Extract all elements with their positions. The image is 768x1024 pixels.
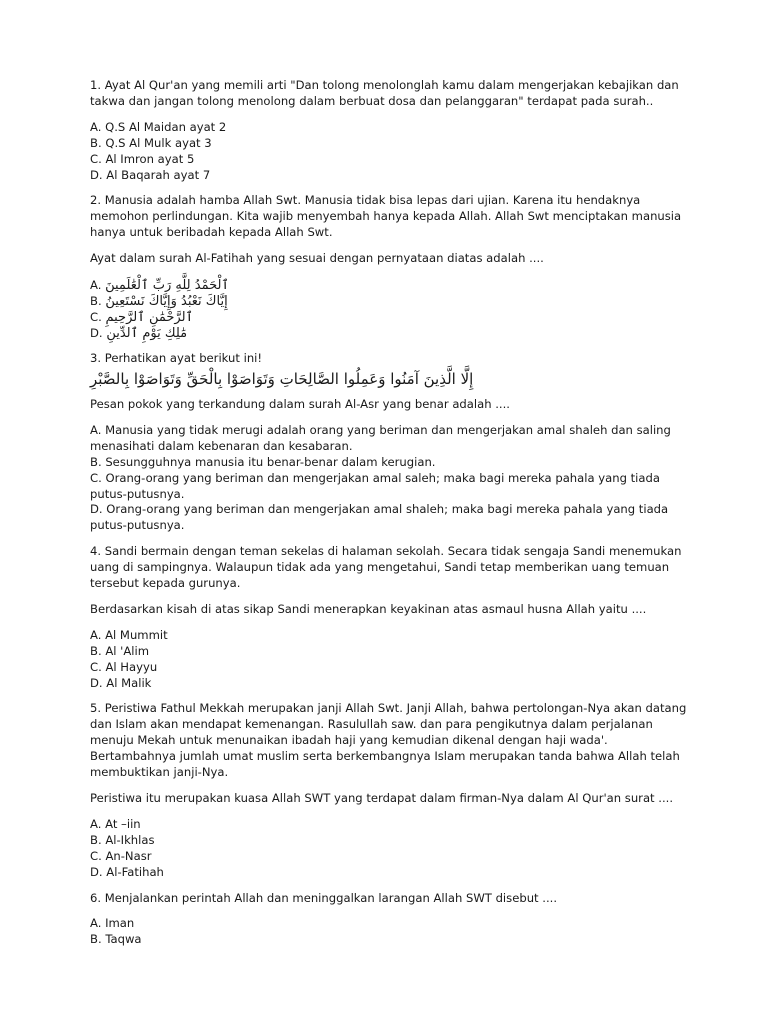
question-2	[90, 193, 690, 341]
question-5	[90, 701, 690, 880]
question-prompt: Peristiwa itu merupakan kuasa Allah SWT yang terdapat dalam firman-Nya dalam Al Qur'an surat ....	[90, 791, 674, 805]
option-arabic-text: ٱلرَّحْمَٰنِ ٱلرَّحِيمِ	[105, 310, 194, 326]
question-4	[90, 544, 690, 691]
question-prompt: Berdasarkan kisah di atas sikap Sandi menerapkan keyakinan atas asmaul husna Allah yaitu ....	[90, 601, 647, 616]
option-arabic-text: ٱلْحَمْدُ لِلَّهِ رَبِّ ٱلْعَٰلَمِينَ	[105, 278, 230, 294]
option-a	[90, 277, 690, 293]
option-letter: B.	[90, 294, 102, 309]
option-arabic-text: إِيَّاكَ نَعْبُدُ وَإِيَّاكَ نَسْتَعِينُ	[105, 294, 228, 310]
option-letter: A.	[90, 278, 102, 293]
option-a: A. Al Mummit	[90, 627, 168, 642]
option-c: C. Orang-orang yang beriman dan mengerjakan amal saleh; maka bagi mereka pahala yang tiada putus-putusnya.	[90, 470, 660, 501]
option-a: A. Iman	[90, 916, 135, 931]
question-6	[90, 891, 690, 949]
option-b: B. Sesungguhnya manusia itu benar-benar dalam kerugian.	[90, 454, 436, 469]
question-1	[90, 78, 690, 183]
option-d: D. Al-Fatihah	[90, 864, 164, 879]
option-d: D. Orang-orang yang beriman dan mengerjakan amal shaleh; maka bagi mereka pahala yang tiada putus-putusnya.	[90, 502, 669, 533]
question-3	[90, 351, 690, 534]
option-d: D. Al Malik	[90, 675, 152, 690]
quran-verse: إِلَّا الَّذِينَ آمَنُوا وَعَمِلُوا الصَّالِحَاتِ وَتَوَاصَوْا بِالْحَقِّ وَتَوَاصَوْا بِالصَّبْرِ	[90, 369, 474, 388]
question-prompt: Ayat dalam surah Al-Fatihah yang sesuai dengan pernyataan diatas adalah ....	[90, 251, 544, 266]
option-arabic-text: مَٰلِكِ يَوْمِ ٱلدِّينِ	[106, 326, 188, 342]
question-text: 4. Sandi bermain dengan teman sekelas di halaman sekolah. Secara tidak sengaja Sandi menemukan uang di sampingnya. Walaupun tidak ada yang mengetahui, Sandi tetap memberikan uang temuan tersebut kepada gurunya.	[90, 544, 682, 591]
option-c: C. Al Hayyu	[90, 659, 158, 674]
option-a: A. Manusia yang tidak merugi adalah orang yang beriman dan mengerjakan amal shaleh dan saling menasihati dalam kebenaran dan kesabaran.	[90, 422, 671, 453]
option-b	[90, 293, 690, 309]
option-b: B. Al 'Alim	[90, 643, 150, 658]
option-c: C. Al Imron ayat 5	[90, 151, 195, 166]
question-prompt: Pesan pokok yang terkandung dalam surah Al-Asr yang benar adalah ....	[90, 396, 510, 411]
document-content	[90, 78, 690, 948]
option-b: B. Q.S Al Mulk ayat 3	[90, 135, 212, 150]
option-b: B. Al-Ikhlas	[90, 832, 155, 847]
option-a: A. Q.S Al Maidan ayat 2	[90, 119, 227, 134]
option-d	[90, 325, 690, 341]
option-letter: D.	[90, 326, 103, 341]
question-text: 2. Manusia adalah hamba Allah Swt. Manusia tidak bisa lepas dari ujian. Karena itu hendaknya memohon perlindungan. Kita wajib menyembah hanya kepada Allah. Allah Swt menciptakan manusia hanya untuk beribadah kepada Allah Swt.	[90, 193, 682, 240]
option-d: D. Al Baqarah ayat 7	[90, 167, 211, 182]
option-letter: C.	[90, 310, 102, 325]
option-a: A. At –iin	[90, 816, 141, 831]
question-text: 6. Menjalankan perintah Allah dan meninggalkan larangan Allah SWT disebut ....	[90, 890, 558, 905]
option-c: C. An-Nasr	[90, 848, 152, 863]
option-c	[90, 309, 690, 325]
question-text: 5. Peristiwa Fathul Mekkah merupakan janji Allah Swt. Janji Allah, bahwa pertolongan-Nya akan datang dan Islam akan mendapat kemenangan. Rasulullah saw. dan para pengikutnya dalam perjalanan menuju Mekah untuk menunaikan ibadah haji yang kemudian dikenal dengan haji wada'. Bertambahnya jumlah umat muslim serta berkembangnya Islam merupakan tanda bahwa Allah telah membuktikan janji-Nya.	[90, 701, 687, 780]
question-text: 1. Ayat Al Qur'an yang memili arti "Dan tolong menolonglah kamu dalam mengerjakan kebajikan dan takwa dan jangan tolong menolong dalam berbuat dosa dan pelanggaran" terdapat pada surah..	[90, 78, 679, 108]
option-b: B. Taqwa	[90, 932, 142, 947]
question-text: 3. Perhatikan ayat berikut ini!	[90, 351, 263, 366]
